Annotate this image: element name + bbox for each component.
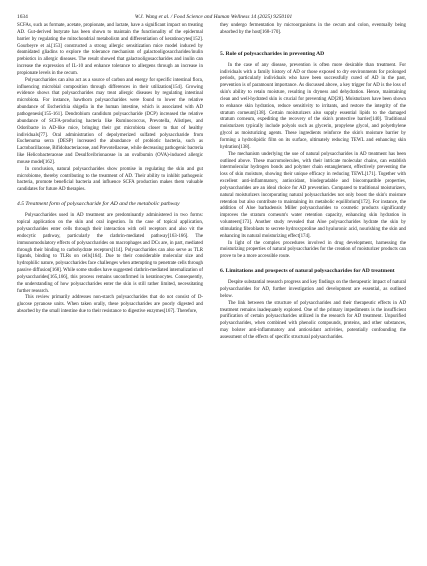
- page-number: 1634: [17, 14, 28, 20]
- paragraph: In conclusion, natural polysaccharides show promise in regulating the skin and gut microbiome, thereby contributing to the treatment of AD. Their ability to inhibit pathogenic bacteria, promote beneficial bacteria and influence SCFA production makes them valuable candidates for future AD therapies.: [17, 166, 203, 193]
- paragraph: This review primarily addresses non-starch polysaccharides that do not consist of D-glucose pyranose units. When taken orally, these polysaccharides are poorly digested and absorbed by the small intestine due to their resistance to digestive enzymes[167]. Therefore,: [17, 295, 203, 315]
- left-column: [17, 23, 203, 316]
- paragraph: SCFAs, such as formate, acetate, propionate, and lactate, have a significant impact on treating AD. Gut-derived butyrate has been shown to maintain the functionality of the epidermal barrier by regulating the mitochondrial metabolism and differentiation of keratinocytes[152]. Gourbeyre et al.[153] constructed a strong allergic sensitization mice model induced by deamidated gliadins to explore the tolerance mechanism of galactooligosaccharides/inulin prebiotics in allergic diseases. The result showed that galactooligosaccharides and inulin can increase the expression of IL-10 and enhance tolerance to allergens through an increase in propionate levels in the cecum.: [17, 23, 203, 76]
- paragraph: The mechanism underlying the use of natural polysaccharides in AD treatment has been outlined above. These macromolecules, with their intricate molecular chains, can establish intermolecular hydrogen bonds and polymer chain entanglement, effectively preventing the loss of skin moisture, showing their unique efficacy in reducing TEWL[171]. Together with excellent anti-inflammatory, antioxidant, biodegradable and biocompatible properties, polysaccharides are an ideal choice for AD prevention. Compared to traditional moisturizers, natural moisturizers incorporating natural polysaccharides not only boost the skin's moisture retention but also contribute to maintaining its metabolic equilibrium[172]. For instance, the addition of Aloe barbadensis Miller polysaccharides to cosmetic products significantly improves the stratum corneum's water retention capacity, enhancing skin hydration in volunteers[173]. Another study revealed that Aloe polysaccharides hydrate the skin by stimulating fibroblasts to secrete hydroxyproline and hyaluronic acid, nourishing the skin and enhancing its natural moisturizing effect[174].: [220, 151, 406, 239]
- paragraph: Despite substantial research progress and key findings on the therapeutic impact of natural polysaccharides for AD, further investigation and development are essential, as outlined below.: [220, 280, 406, 299]
- paragraph: Polysaccharides can also act as a source of carbon and energy for specific intestinal flora, influencing microbial composition through differences in their utilization[154]. Growing evidence shows that polysaccharides may treat allergic diseases by regulating intestinal microbiota. For instance, hawthorn polysaccharides were found to lower the relative abundance of Escherichia shigella in the human intestine, which is associated with AD pathogenesis[155-161]. Dendrobium candidum polysaccharide (DCP) increased the relative abundance of SCFA-producing bacteria like Ruminococcus, Prevotella, Alistipes, and Odoribacte in AD-like mice, bringing their gut microbiota closer to that of healthy individuals[77]. Oral administration of depolymerized sulfated polysaccharide from Euchenuma serra (DESP) increased the abundance of probiotic bacteria, such as Lactobacillaceae, Bifidobacteriaceae, and Prevotellaceae, while decreasing pathogenic bacteria like Helicobacteraceae and Desulfovibrionaceae in an ovalbumin (OVA)-induced allergic mouse model[162].: [17, 77, 204, 165]
- section-title: 5. Role of polysaccharides in preventing AD: [220, 50, 325, 57]
- subsection-title: 4.5 Treatment form of polysaccharide for AD and the metabolic pathway: [17, 201, 180, 208]
- paragraph: Polysaccharides used in AD treatment are predominantly administered in two forms: topical application on the skin and oral ingestion. In the case of topical application, polysaccharides enter cells through their interaction with cell receptors and also vit the endocytic pathway, particularly the clathrin-mediated pathway[163-166]. The immunomodulatory effects of polysaccharides on macrophages and DCs are, in part, mediated through their binding to carbohydrate receptors[114]. Polysaccharides can also serve as TLR ligands, binding to TLRs on cells[164]. Due to their considerable molecular size and hydrophilic nature, polysaccharides face challenges when attempting to penetrate cells through passive diffusion[168]. While some studies have suggested clathrin-mediated internalization of polysaccharides[165,166], this process remains unconfirmed in keratinocytes. Consequently, the understanding of how polysaccharides enter the skin is still rather limited, necessitating further research.: [17, 213, 203, 294]
- section-title: 6. Limitations and prospects of natural polysaccharides for AD treatment: [220, 268, 395, 275]
- paragraph: they undergo fermentation by microorganisms in the cecum and colon, eventually being absorbed by the host[168-170].: [220, 23, 406, 35]
- journal-citation: W.J. Wang et al. / Food Science and Human Wellness 14 (2025) 9250101: [134, 14, 293, 20]
- right-column: [220, 23, 406, 342]
- paragraph: In light of the complex procedures involved in drug development, harnessing the moisturizing properties of natural polysaccharides for the creation of moisturizer products can prove to be a more accessible route.: [220, 240, 406, 260]
- paragraph: In the case of any disease, prevention is often more desirable than treatment. For individuals with a family history of AD or those exposed to dry environments for prolonged periods, particularly individuals who have been successfully cured of AD in the past, prevention is of paramount importance. As discussed above, a key trigger for AD is the loss of skin's ability to retain moisture, resulting in dryness and dehydration. Hence, maintaining clean and well-hydrated skin is crucial for preventing AD[28]. Moisturizers have been shown to enhance skin hydration, reduce sensitivity to irritants, and restore the integrity of the stratum corneum[138]. Certain moisturizers also supply essential lipids to the damaged stratum corneum, expediting the recovery of the skin's protective barrier[140]. Traditional moisturizers typically include polyols such as glycerin, propylene glycol, and polyethylene glycol as moisturizing agents. These ingredients reinforce the skin's moisture barrier by forming a hydrolipidic film on its surface, ultimately reducing TEWL and enhancing skin hydration[138].: [220, 62, 406, 150]
- paragraph: The link between the structure of polysaccharides and their therapeutic effects in AD treatment remains inadequately explored. One of the primary impediments is the insufficient purification of certain polysaccharides utilized in the research for AD treatment. Unpurified polysaccharides, when combined with phenolic compounds, proteins, and other substances, may bolster anti-inflammatory and antioxidant activities, potentially confounding the assessment of the effects of specific structural polysaccharides.: [220, 300, 406, 340]
- page-header: [17, 12, 410, 22]
